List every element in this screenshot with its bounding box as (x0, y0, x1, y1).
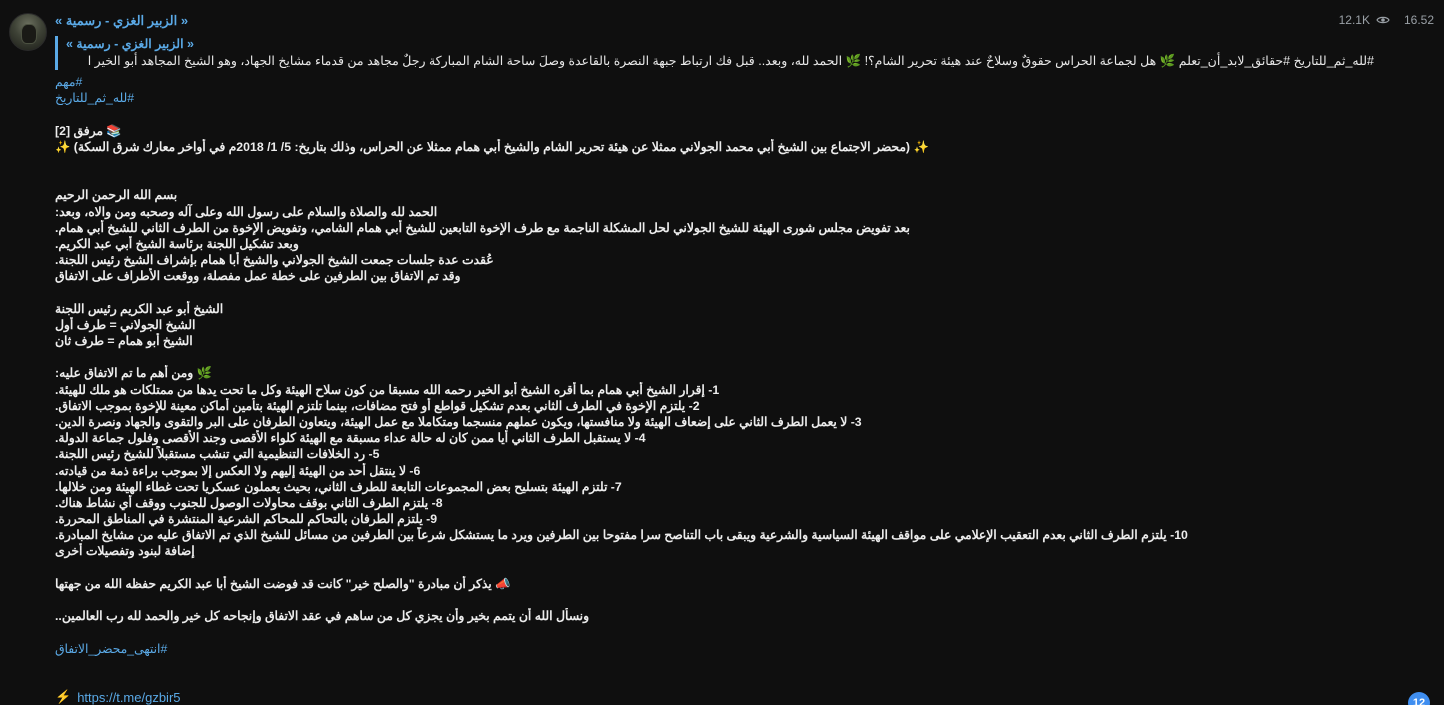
hashtag-link[interactable]: #لله_ثم_للتاريخ (55, 91, 135, 106)
closing-text: ونسأل الله أن يتمم بخير وأن يجزي كل من ساهم في عقد الاتفاق وإنجاحه كل خير والحمد لله رب العالمين.. (55, 609, 590, 624)
basmala: بسم الله الرحمن الرحيم (55, 188, 178, 203)
eye-icon (1376, 15, 1390, 25)
channel-link[interactable] (55, 689, 181, 705)
record-title: ✨ (محضر الاجتماع بين الشيخ أبي محمد الجولاني ممثلا عن هيئة تحرير الشام والشيخ أبي همام ممثلا عن الحراس، وذلك بتاريخ: 5/ 1/ 2018م في أواخر معارك شرق السكة) ✨ (55, 139, 929, 154)
channel-url[interactable]: https://t.me/gzbir5 (77, 689, 181, 705)
agreement-item: 5- رد الخلافات التنظيمية التي تنشب مستقبلاً للشيخ رئيس اللجنة. (55, 447, 380, 462)
message-body (55, 74, 1385, 657)
agreement-item: 10- يلتزم الطرف الثاني بعدم التعقيب الإعلامي على مواقف الهيئة السياسية والشرعية ويبقى باب التناصح سرا مفتوحا بين الطرفين ويرد ما يستشكل شرعاً بين الطرفين من مسائل للشيخ الذي تم الاتفاق عليه من مشايخ المبادرة. (55, 528, 1188, 543)
agreement-intro: 🌿 ومن أهم ما تم الاتفاق عليه: (55, 366, 212, 381)
reply-text: #لله_ثم_للتاريخ #حقائق_لابد_أن_تعلم 🌿 هل لجماعة الحراس حقوقٌ وسلاحٌ عند هيئة تحرير الشام؟! 🌿 الحمد لله، وبعد.. قبل فك ارتباط جبهة النصرة بالقاعدة وصلَ ساحة الشام المباركة رجلٌ مجاهد من قدماء مشايخ الجهاد، وهو الشيخ المجاهد أبو الخير ا (87, 54, 1374, 68)
hashtag-link[interactable]: #انتهى_محضر_الاتفاق (55, 641, 168, 656)
agreement-item: 8- يلتزم الطرف الثاني بوقف محاولات الوصول للجنوب ووقف أي نشاط هناك. (55, 495, 443, 510)
text-line: بعد تفويض مجلس شورى الهيئة للشيخ الجولاني لحل المشكلة الناجمة مع طرف الإخوة التابعين للشيخ أبي همام الشامي، وتفويض الإخوة من الطرف الثاني للشيخ أبي همام. (55, 220, 910, 235)
text-line: عُقدت عدة جلسات جمعت الشيخ الجولاني والشيخ أبا همام بإشراف الشيخ رئيس اللجنة. (55, 253, 494, 268)
message-meta (1339, 13, 1434, 27)
channel-avatar[interactable] (9, 13, 47, 51)
agreement-item: 7- تلتزم الهيئة بتسليح بعض المجموعات التابعة للطرف الثاني، بحيث يعملون عسكريا تحت غطاء الهيئة ومن خلالها. (55, 479, 622, 494)
reply-title: « الزبير الغزي - رسمية » (66, 37, 194, 51)
text-line: وبعد تشكيل اللجنة برئاسة الشيخ أبي عبد الكريم. (55, 236, 299, 251)
agreement-item: 3- لا يعمل الطرف الثاني على إضعاف الهيئة ولا منافستها، ويكون عملهم منسجما ومتكاملا مع عمل الهيئة، ويتعاون الطرفان على البر والتقوى والجهاد ونصرة الدين. (55, 414, 862, 429)
agreement-item: 2- يلتزم الإخوة في الطرف الثاني بعدم تشكيل قواطع أو فتح مضافات، بينما تلتزم الهيئة بتأمين أماكن معينة للإخوة بموجب الاتفاق. (55, 398, 700, 413)
text-line: الشيخ الجولاني = طرف أول (55, 317, 196, 332)
message-time: 16.52 (1403, 13, 1434, 27)
agreement-item: 9- يلتزم الطرفان بالتحاكم للمحاكم الشرعية المنتشرة في المناطق المحررة. (55, 512, 438, 527)
agreement-item: 1- إقرار الشيخ أبي همام بما أقره الشيخ أبو الخير رحمه الله مسبقا من كون سلاح الهيئة وكل ما تحت يدها من ممتلكات هو ملك للهيئة. (55, 382, 720, 397)
hashtag-link[interactable]: #مهم (55, 75, 83, 89)
text-line: الشيخ أبو عبد الكريم رئيس اللجنة (55, 301, 224, 316)
reply-quote[interactable] (55, 36, 1384, 70)
agreement-item: إضافة لبنود وتفصيلات أخرى (55, 544, 195, 559)
agreement-item: 4- لا يستقبل الطرف الثاني أيا ممن كان له حالة عداء مسبقة مع الهيئة كلواء الأقصى وجند الأقصى وفلول جماعة الدولة. (55, 431, 646, 446)
agreement-item: 6- لا ينتقل أحد من الهيئة إليهم ولا العكس إلا بموجب براءة ذمة من قيادته. (55, 463, 421, 478)
text-line: الشيخ أبو همام = طرف ثان (55, 334, 193, 348)
unread-count-badge[interactable]: 12 (1408, 692, 1430, 705)
initiative-note: 📣 يذكر أن مبادرة "والصلح خير" كانت قد فوضت الشيخ أبا عبد الكريم حفظه الله من جهتها (55, 576, 511, 591)
view-count: 12.1K (1338, 13, 1370, 27)
text-line: وقد تم الاتفاق بين الطرفين على خطة عمل مفصلة، ووقعت الأطراف على الاتفاق (55, 269, 461, 284)
channel-name[interactable]: « الزبير الغزي - رسمية » (55, 13, 189, 28)
attachment-label: 📚 مرفق [2] (55, 123, 122, 138)
text-line: الحمد لله والصلاة والسلام على رسول الله وعلى آله وصحبه ومن والاه، وبعد: (55, 204, 438, 219)
lightning-icon: ⚡ (55, 689, 72, 704)
